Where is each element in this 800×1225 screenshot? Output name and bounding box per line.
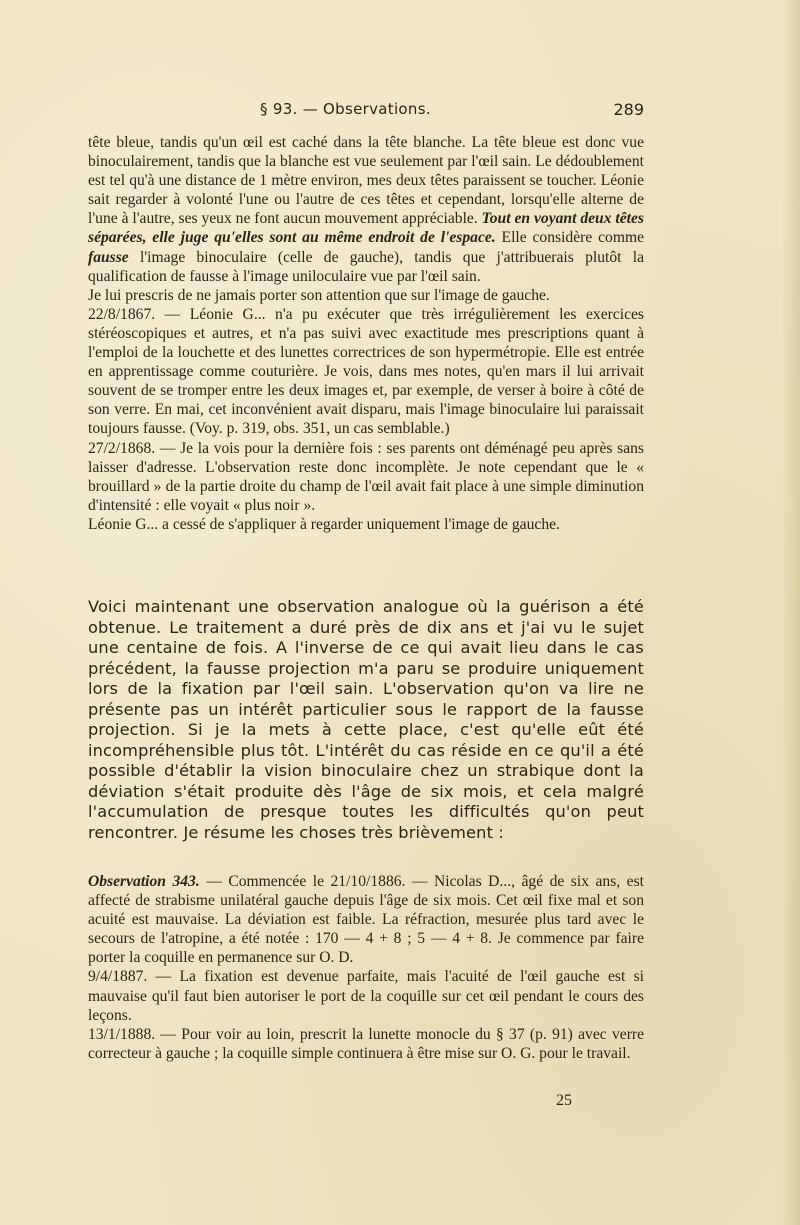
paragraph: Voici maintenant une observation analogue où la guérison a été obtenue. Le traitement a duré près de dix ans et j'ai vu le sujet une centaine de fois. A l'inverse de ce qui avait lieu dans le cas précédent, la fausse projection m'a paru se produire uniquement lors de la fixation par l'œil sain. L'observation qu'on va lire ne présente pas un intérêt particulier sous le rapport de la fausse projection. Si je la mets à cette place, c'est qu'elle eût été incompréhensible plus tôt. L'intérêt du cas réside en ce qu'il a été possible d'établir la vision binoculaire chez un strabique dont la déviation s'était produite dès l'âge de six mois, et cela malgré l'accumulation de presque toutes les difficultés qu'on peut rencontrer. Je résume les choses très brièvement : xyxy=(88,597,644,842)
paragraph xyxy=(88,133,644,286)
text-run: Elle considère comme xyxy=(495,229,644,247)
paragraph: 27/2/1868. — Je la vois pour la dernière fois : ses parents ont déménagé peu après sans laisser d'adresse. L'observation reste donc incomplète. Je note cependant que le « brouillard » de la partie droite du champ de l'œil avait fait place à une simple diminution d'intensité : elle voyait « plus noir ». xyxy=(88,439,644,514)
running-header xyxy=(88,100,644,124)
case-continuation xyxy=(88,133,644,534)
page-number: 289 xyxy=(613,100,644,119)
paragraph: 9/4/1887. — La fixation est devenue parfaite, mais l'acuité de l'œil gauche est si mauvaise qu'il faut bien autoriser le port de la coquille sur cet œil pendant le cours des leçons. xyxy=(88,968,644,1024)
text-run: tête bleue, tandis qu'un œil est caché dans la tête blanche. La tête bleue est donc vue binoculairement, tandis que la blanche est vue seulement par l'œil sain. Le dédoublement est tel qu'à une distance de 1 mètre environ, mes deux têtes paraissent se toucher. Léonie sait regarder à volonté l'une ou l'autre de ces têtes et cependant, lorsqu'elle alterne de l'une à l'autre, ses yeux ne font aucun mouvement appréciable. xyxy=(88,134,644,228)
italic-emphasis: fausse xyxy=(88,248,129,266)
paragraph xyxy=(88,872,644,967)
text-run: l'image binoculaire (celle de gauche), tandis que j'attribuerais plutôt la qualification de fausse à l'image uniloculaire vue par l'œil sain. xyxy=(88,248,644,285)
text-run: — Commencée le 21/10/1886. — Nicolas D..., âgé de six ans, est affecté de strabisme unilatéral gauche depuis l'âge de six mois. Cet œil fixe mal et son acuité est mauvaise. La déviation est faible. La réfraction, mesurée plus tard avec le secours de l'atropine, a été notée : 170 — 4 + 8 ; 5 — 4 + 8. Je commence par faire porter la coquille en permanence sur O. D. xyxy=(88,873,644,967)
observation-label: Observation 343. xyxy=(88,873,200,890)
observation-343 xyxy=(88,872,644,1063)
signature-mark: 25 xyxy=(556,1092,572,1109)
intro-paragraph xyxy=(88,597,644,843)
running-title: § 93. — Observations. xyxy=(260,100,431,118)
paragraph: 13/1/1888. — Pour voir au loin, prescrit la lunette monocle du § 37 (p. 91) avec verre correcteur à gauche ; la coquille simple continuera à être mise sur O. G. pour le travail. xyxy=(88,1025,644,1062)
paragraph: 22/8/1867. — Léonie G... n'a pu exécuter que très irrégulièrement les exercices stéréoscopiques et autres, et n'a pas suivi avec exactitude mes prescriptions quant à l'emploi de la louchette et des lunettes correctrices de son hypermétropie. Elle est entrée en apprentissage comme couturière. Je vois, dans mes notes, qu'en mars il lui arrivait souvent de se tromper entre les deux images et, par exemple, de verser à boire à côté de son verre. En mai, cet inconvénient avait disparu, mais l'image binoculaire lui paraissait toujours fausse. (Voy. p. 319, obs. 351, un cas semblable.) xyxy=(88,305,644,438)
paragraph: Léonie G... a cessé de s'appliquer à regarder uniquement l'image de gauche. xyxy=(88,515,560,533)
paragraph: Je lui prescris de ne jamais porter son attention que sur l'image de gauche. xyxy=(88,286,550,304)
page-edge-shadow xyxy=(782,0,800,1225)
italic-emphasis: Tout en voyant deux têtes séparées, elle juge qu'elles sont au même endroit de l'espace. xyxy=(88,210,644,247)
